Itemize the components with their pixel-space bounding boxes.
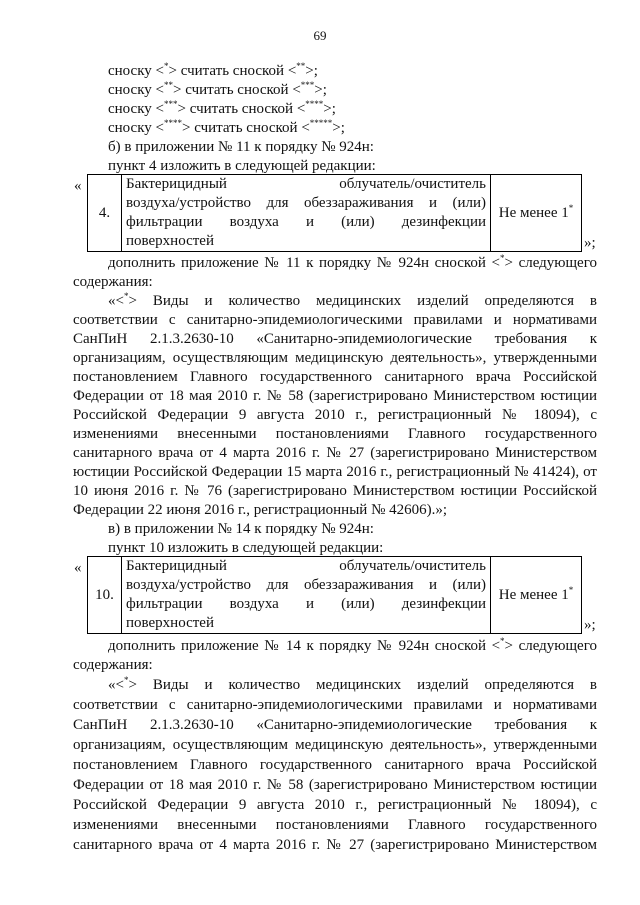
section-b-heading: б) в приложении № 11 к порядку № 924н: — [108, 139, 374, 155]
table-row — [88, 175, 582, 252]
footnote-intro: содержания: — [73, 274, 153, 290]
footnote-line: организациям, осуществляющим медицинскую деятельность», утвержденными — [73, 350, 597, 366]
footnote-line: соответствии с санитарно-эпидемиологическими правилами и нормативами — [73, 312, 597, 328]
table-row — [88, 557, 582, 634]
close-quote: »; — [584, 617, 596, 633]
description-line: фильтрации воздуха и (или) дезинфекции — [126, 214, 486, 230]
footnote-line: Российской Федерации 9 августа 2010 г., регистрационный № 18094), с — [73, 797, 597, 813]
footnote-line: юстиции Российской Федерации 15 марта 2016 г., регистрационный № 41424), от — [73, 464, 597, 480]
footnote-intro: дополнить приложение № 14 к порядку № 924н сноской <*> следующего — [108, 636, 597, 654]
description-line: Бактерицидный облучатель/очиститель — [126, 558, 486, 574]
description-line: воздуха/устройство для обеззараживания и (или) — [126, 195, 486, 211]
footnote-line: 10 июня 2016 г. № 76 (зарегистрировано Министерством юстиции Российской — [73, 483, 597, 499]
footnote-line: санитарного врача от 4 марта 2016 г. № 27 (зарегистрировано Министерством — [73, 837, 597, 853]
footnote-line: санитарного врача от 4 марта 2016 г. № 27 (зарегистрировано Министерством — [73, 445, 597, 461]
row-value: Не менее 1* — [491, 557, 582, 634]
footnote-line: Федерации 22 июня 2016 г., регистрационный № 42606).»; — [73, 502, 448, 518]
footnote-line: постановлением Главного государственного санитарного врача Российской — [73, 757, 597, 773]
intro-line: сноску <**> считать сноской <***>; — [108, 80, 327, 98]
footnote-line: изменениями внесенными постановлениями Главного государственного — [73, 426, 597, 442]
footnote-line: СанПиН 2.1.3.2630-10 «Санитарно-эпидемиологические требования к — [73, 331, 597, 347]
footnote-line: «<*> Виды и количество медицинских изделий определяются в — [108, 291, 597, 309]
footnote-intro: дополнить приложение № 11 к порядку № 924н сноской <*> следующего — [108, 253, 597, 271]
description-line: поверхностей — [126, 233, 214, 249]
description-line: воздуха/устройство для обеззараживания и (или) — [126, 577, 486, 593]
section-v-heading: в) в приложении № 14 к порядку № 924н: — [108, 521, 374, 537]
row-description — [122, 175, 491, 252]
footnote-line: Федерации от 18 мая 2010 г. № 58 (зарегистрировано Министерством юстиции — [73, 777, 597, 793]
open-quote: « — [74, 178, 82, 194]
row-number: 4. — [88, 175, 122, 252]
intro-line: сноску <*> считать сноской <**>; — [108, 61, 318, 79]
row-description — [122, 557, 491, 634]
footnote-line: СанПиН 2.1.3.2630-10 «Санитарно-эпидемиологические требования к — [73, 717, 597, 733]
equipment-table-v — [87, 556, 582, 634]
footnote-line: соответствии с санитарно-эпидемиологическими правилами и нормативами — [73, 697, 597, 713]
footnote-intro: содержания: — [73, 657, 153, 673]
section-v-instruction: пункт 10 изложить в следующей редакции: — [108, 540, 384, 556]
page-number: 69 — [313, 28, 327, 43]
description-line: фильтрации воздуха и (или) дезинфекции — [126, 596, 486, 612]
row-value: Не менее 1* — [491, 175, 582, 252]
intro-line: сноску <***> считать сноской <****>; — [108, 99, 336, 117]
footnote-line: Российской Федерации 9 августа 2010 г., регистрационный № 18094), с — [73, 407, 597, 423]
row-number: 10. — [88, 557, 122, 634]
equipment-table-b — [87, 174, 582, 252]
footnote-line: Федерации от 18 мая 2010 г. № 58 (зарегистрировано Министерством юстиции — [73, 388, 597, 404]
open-quote: « — [74, 560, 82, 576]
footnote-line: организациям, осуществляющим медицинскую деятельность», утвержденными — [73, 737, 597, 753]
footnote-line: «<*> Виды и количество медицинских изделий определяются в — [108, 675, 597, 693]
intro-line: сноску <****> считать сноской <*****>; — [108, 118, 345, 136]
footnote-line: изменениями внесенными постановлениями Главного государственного — [73, 817, 597, 833]
description-line: поверхностей — [126, 615, 214, 631]
footnote-line: постановлением Главного государственного санитарного врача Российской — [73, 369, 597, 385]
description-line: Бактерицидный облучатель/очиститель — [126, 176, 486, 192]
close-quote: »; — [584, 235, 596, 251]
section-b-instruction: пункт 4 изложить в следующей редакции: — [108, 158, 376, 174]
